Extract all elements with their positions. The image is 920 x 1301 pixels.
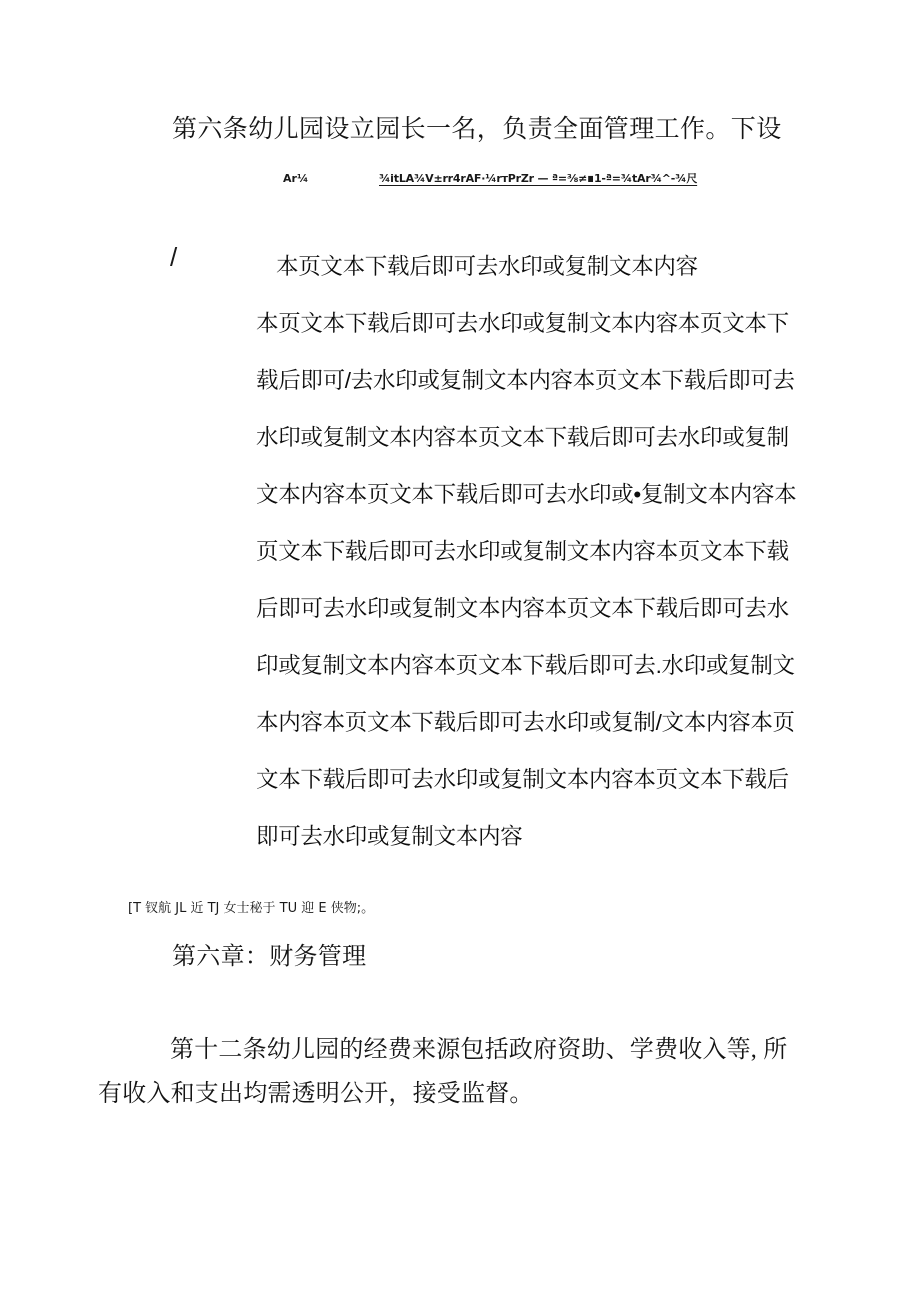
watermark-line: 印或复制文本内容本页文本下载后即可去.水印或复制文 <box>256 653 795 678</box>
paragraph-line: 第十二条幼儿园的经费来源包括政府资助、学费收入等, 所 <box>170 1037 788 1063</box>
watermark-notice-block <box>256 238 797 865</box>
chapter-heading: 第六章：财务管理 <box>172 944 367 970</box>
paragraph-line: 有收入和支出均需透明公开，接受监督。 <box>98 1081 534 1107</box>
stray-slash-mark: / <box>170 242 178 272</box>
watermark-line: 文本内容本页文本下载后即可去水印或•复制文本内容本 <box>256 482 797 507</box>
watermark-line: 本页文本下载后即可去水印或复制文本内容 <box>276 254 698 279</box>
article-title: 第六条幼儿园设立园长一名，负责全面管理工作。下设 <box>172 116 782 143</box>
watermark-line: 后即可去水印或复制文本内容本页文本下载后即可去水 <box>256 596 789 621</box>
watermark-line: 文本下载后即可去水印或复制文本内容本页文本下载后 <box>256 767 789 792</box>
ocr-artifact-right-fragment: ¾itLA¾V±rr4rAF·¼rтPrZr — ª=⅜≠∎1-ª=¾tAr¾^-¾尺 <box>379 172 698 185</box>
watermark-line: 本内容本页文本下载后即可去水印或复制/文本内容本页 <box>256 710 795 735</box>
watermark-line: 即可去水印或复制文本内容 <box>256 824 523 849</box>
watermark-line: 水印或复制文本内容本页文本下载后即可去水印或复制 <box>256 425 789 450</box>
watermark-line: 页文本下载后即可去水印或复制文本内容本页文本下载 <box>256 539 789 564</box>
ocr-artifact-left-fragment: Ar¼ <box>283 172 309 185</box>
watermark-line: 载后即可/去水印或复制文本内容本页文本下载后即可去 <box>256 368 795 393</box>
ocr-artifact-top-row <box>283 172 703 186</box>
watermark-line: 本页文本下载后即可去水印或复制文本内容本页文本下 <box>256 311 789 336</box>
closing-paragraph <box>98 1028 798 1116</box>
ocr-artifact-bottom-row: [T 钗航 JL 近 TJ 女士秘于 TU 迎 E 侠物;。 <box>128 901 375 916</box>
